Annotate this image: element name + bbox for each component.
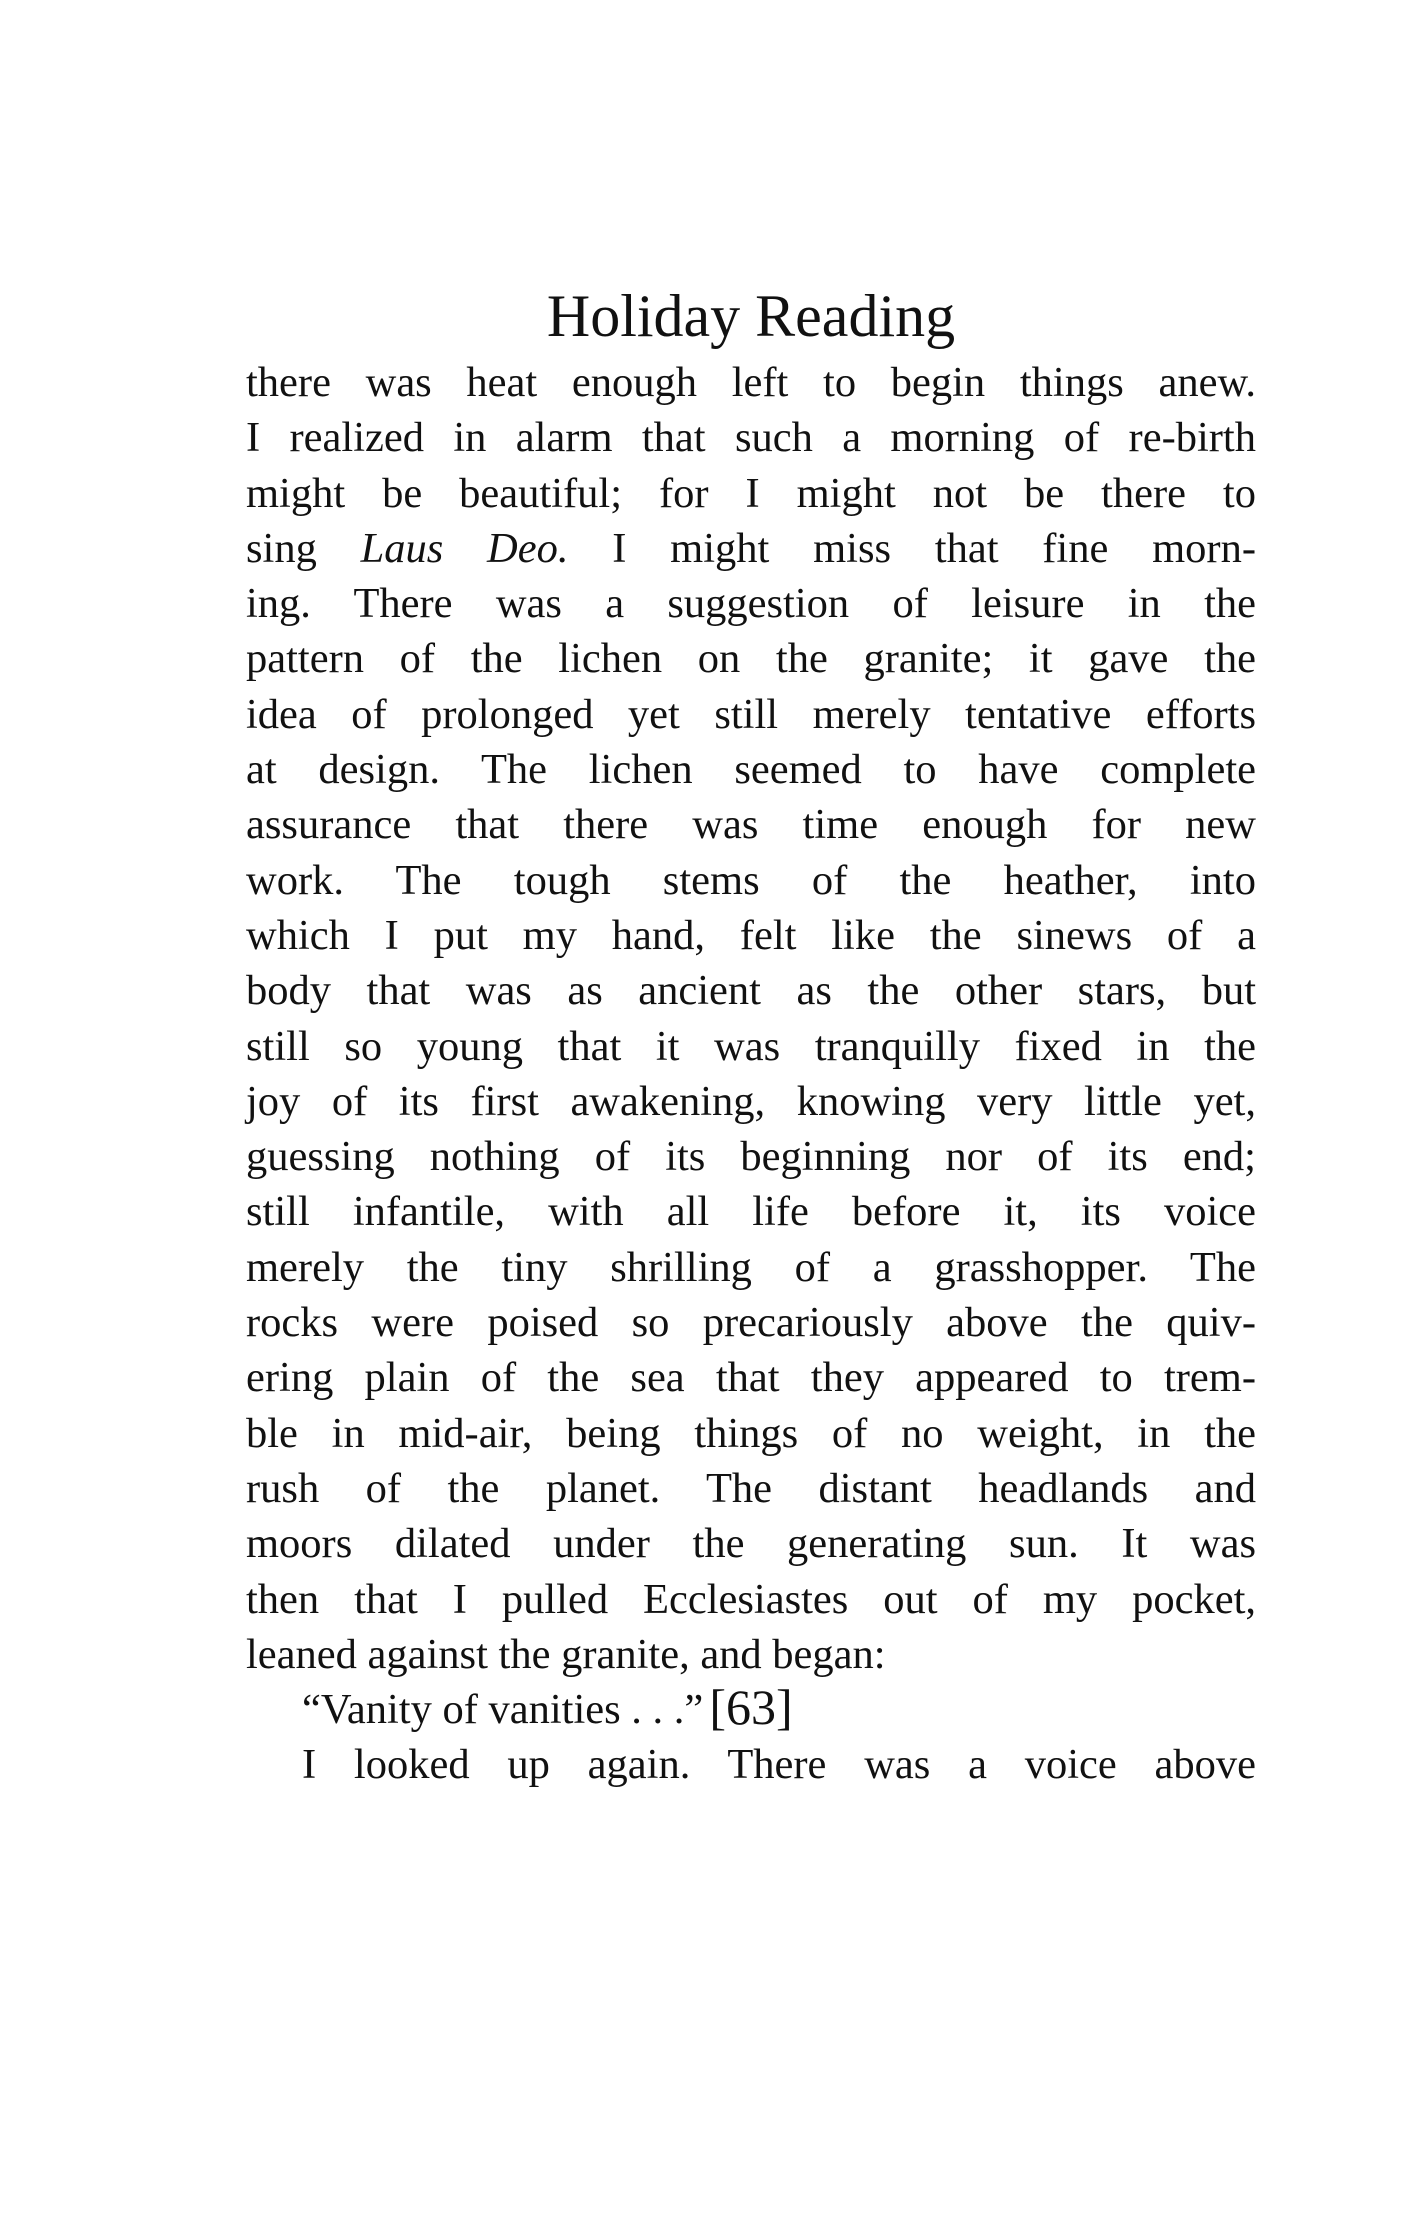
text-line: still infantile, with all life before it, its voice xyxy=(246,1188,1256,1236)
text-line: still so young that it was tranquilly fixed in the xyxy=(246,1022,1256,1070)
text-segment: I might miss that fine morn- xyxy=(568,524,1256,572)
text-line: ering plain of the sea that they appeared to trem- xyxy=(246,1354,1256,1402)
text-line: guessing nothing of its beginning nor of its end; xyxy=(246,1133,1256,1181)
text-line: at design. The lichen seemed to have complete xyxy=(246,746,1256,794)
text-line: work. The tough stems of the heather, into xyxy=(246,856,1256,904)
text-line: joy of its first awakening, knowing very little yet, xyxy=(246,1077,1256,1125)
quotation-line: “Vanity of vanities . . .” xyxy=(302,1686,704,1734)
text-line: rush of the planet. The distant headlands and xyxy=(246,1464,1256,1512)
italic-title: Laus Deo. xyxy=(360,524,569,572)
text-line: I realized in alarm that such a morning of re-birth xyxy=(246,414,1256,462)
page-number: [63] xyxy=(709,1679,793,1735)
text-line: ble in mid-air, being things of no weight, in the xyxy=(246,1409,1256,1457)
text-line: ing. There was a suggestion of leisure in the xyxy=(246,580,1256,628)
text-line: body that was as ancient as the other stars, but xyxy=(246,967,1256,1015)
running-head: Holiday Reading xyxy=(546,283,956,349)
text-segment: sing xyxy=(246,524,361,572)
text-line xyxy=(246,521,1256,576)
text-line: rocks were poised so precariously above the quiv- xyxy=(246,1299,1256,1347)
text-line: moors dilated under the generating sun. It was xyxy=(246,1520,1256,1568)
text-line: idea of prolonged yet still merely tentative efforts xyxy=(246,690,1256,738)
text-line: pattern of the lichen on the granite; it gave the xyxy=(246,635,1256,683)
text-line: merely the tiny shrilling of a grasshopper. The xyxy=(246,1243,1256,1291)
text-line: I looked up again. There was a voice above xyxy=(302,1741,1256,1789)
body-text xyxy=(246,355,1256,1793)
text-line: leaned against the granite, and began: xyxy=(246,1630,886,1678)
text-line: might be beautiful; for I might not be there to xyxy=(246,469,1256,517)
text-line: assurance that there was time enough for new xyxy=(246,801,1256,849)
text-line: which I put my hand, felt like the sinews of a xyxy=(246,911,1256,959)
text-line: there was heat enough left to begin things anew. xyxy=(246,359,1256,406)
text-line: then that I pulled Ecclesiastes out of my pocket, xyxy=(246,1575,1256,1623)
